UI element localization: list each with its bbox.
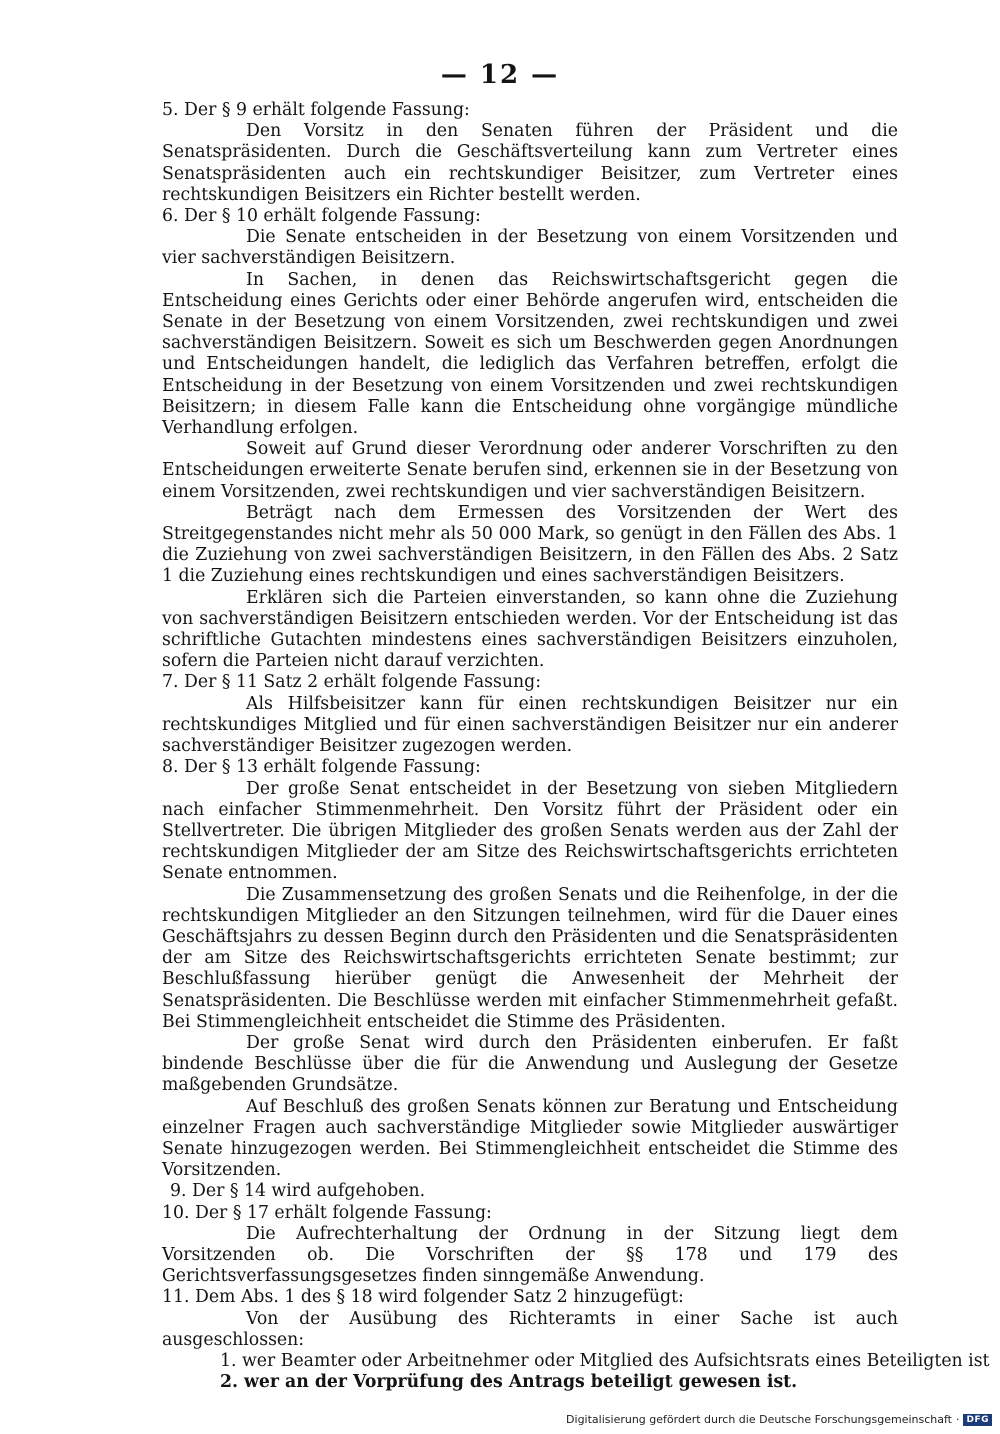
paragraph: Von der Ausübung des Richteramts in einer Sache ist auch ausgeschlossen: — [162, 1308, 898, 1350]
sub-list — [162, 1350, 990, 1393]
section-item-8 — [162, 757, 898, 1181]
paragraph: In Sachen, in denen das Reichswirtschaftsgericht gegen die Entscheidung eines Gerichts oder einer Behörde angerufen wird, entscheiden die Senate in der Besetzung von einem Vorsitzenden, zwei rechtskundigen und zwei sachverständigen Beisitzern. Soweit es sich um Beschwerden gegen Anordnungen und Entscheidungen handelt, die lediglich das Verfahren betreffen, erfolgt die Entscheidung in der Besetzung von einem Vorsitzenden und zwei rechtskundigen Beisitzern; in diesem Falle kann die Entscheidung ohne vorgängige mündliche Verhandlung erfolgen. — [162, 269, 898, 439]
section-item-11 — [162, 1287, 990, 1393]
footer-separator: · — [955, 1413, 960, 1426]
paragraph: Der große Senat entscheidet in der Besetzung von sieben Mitgliedern nach einfacher Stimmenmehrheit. Den Vorsitz führt der Präsident oder ein Stellvertreter. Die übrigen Mitglieder des großen Senats werden aus der Zahl der rechtskundigen Mitglieder der am Sitze des Reichswirtschaftsgerichts errichteten Senate entnommen. — [162, 778, 898, 884]
paragraph: Den Vorsitz in den Senaten führen der Präsident und die Senatspräsidenten. Durch die Geschäftsverteilung kann zum Vertreter eines Senatspräsidenten auch ein rechtskundiger Beisitzer, zum Vertreter eines rechtskundigen Beisitzers ein Richter bestellt werden. — [162, 121, 898, 205]
item-heading: 8. Der § 13 erhält folgende Fassung: — [162, 757, 481, 778]
section-item-7 — [162, 672, 898, 757]
footer-text: Digitalisierung gefördert durch die Deutsche Forschungsgemeinschaft — [566, 1413, 952, 1426]
dfg-logo-icon: DFG — [963, 1414, 992, 1426]
section-item-9 — [162, 1181, 898, 1202]
paragraph: Erklären sich die Parteien einverstanden, so kann ohne die Zuziehung von sachverständigen Beisitzern entschieden werden. Vor der Entscheidung ist das schriftliche Gutachten mindestens eines sachverständigen Beisitzers einzuholen, sofern die Parteien nicht darauf verzichten. — [162, 587, 898, 672]
sub-list-item: 2. wer an der Vorprüfung des Antrags beteiligt gewesen ist. — [220, 1372, 798, 1393]
item-heading: 11. Dem Abs. 1 des § 18 wird folgender Satz 2 hinzugefügt: — [162, 1287, 684, 1308]
item-heading: 10. Der § 17 erhält folgende Fassung: — [162, 1202, 492, 1223]
item-heading: 9. Der § 14 wird aufgehoben. — [170, 1181, 426, 1202]
item-heading: 7. Der § 11 Satz 2 erhält folgende Fassung: — [162, 672, 542, 693]
paragraph: Auf Beschluß des großen Senats können zur Beratung und Entscheidung einzelner Fragen auch sachverständige Mitglieder sowie Mitglieder auswärtiger Senate hinzugezogen werden. Bei Stimmengleichheit entscheidet die Stimme des Vorsitzenden. — [162, 1096, 898, 1181]
section-item-6 — [162, 206, 898, 672]
paragraph: Beträgt nach dem Ermessen des Vorsitzenden der Wert des Streitgegenstandes nicht mehr als 50 000 Mark, so genügt in den Fällen des Abs. 1 die Zuziehung von zwei sachverständigen Beisitzern, in den Fällen des Abs. 2 Satz 1 die Zuziehung eines rechtskundigen und eines sachverständigen Beisitzers. — [162, 502, 898, 587]
paragraph: Die Aufrechterhaltung der Ordnung in der Sitzung liegt dem Vorsitzenden ob. Die Vorschriften der §§ 178 und 179 des Gerichtsverfassungsgesetzes finden sinngemäße Anwendung. — [162, 1223, 898, 1287]
item-heading: 5. Der § 9 erhält folgende Fassung: — [162, 100, 470, 120]
paragraph: Die Senate entscheiden in der Besetzung von einem Vorsitzenden und vier sachverständigen Beisitzern. — [162, 227, 898, 269]
paragraph: Die Zusammensetzung des großen Senats und die Reihenfolge, in der die rechtskundigen Mitglieder an den Sitzungen teilnehmen, wird für die Dauer eines Geschäftsjahrs zu dessen Beginn durch den Präsidenten und die Senatspräsidenten der am Sitze des Reichswirtschaftsgerichts errichteten Senate bestimmt; zur Beschlußfassung hierüber genügt die Anwesenheit der Mehrheit der Senatspräsidenten. Die Beschlüsse werden mit einfacher Stimmenmehrheit gefaßt. Bei Stimmengleichheit entscheidet die Stimme des Präsidenten. — [162, 884, 898, 1032]
section-item-5 — [162, 100, 898, 206]
item-heading: 6. Der § 10 erhält folgende Fassung: — [162, 206, 481, 227]
document-body — [162, 100, 990, 1393]
sub-list-item: 1. wer Beamter oder Arbeitnehmer oder Mitglied des Aufsichtsrats eines Beteiligten ist — [220, 1350, 990, 1371]
paragraph: Als Hilfsbeisitzer kann für einen rechtskundigen Beisitzer nur ein rechtskundiges Mitglied und für einen sachverständigen Beisitzer nur ein anderer sachverständiger Beisitzer zugezogen werden. — [162, 693, 898, 757]
page-number: — 12 — — [440, 60, 560, 90]
paragraph: Soweit auf Grund dieser Verordnung oder anderer Vorschriften zu den Entscheidungen erweiterte Senate berufen sind, erkennen sie in der Besetzung von einem Vorsitzenden, zwei rechtskundigen und vier sachverständigen Beisitzern. — [162, 439, 898, 502]
footer-credit — [566, 1413, 992, 1426]
paragraph: Der große Senat wird durch den Präsidenten einberufen. Er faßt bindende Beschlüsse über die für die Anwendung und Auslegung der Gesetze maßgebenden Grundsätze. — [162, 1032, 898, 1096]
section-item-10 — [162, 1203, 898, 1288]
